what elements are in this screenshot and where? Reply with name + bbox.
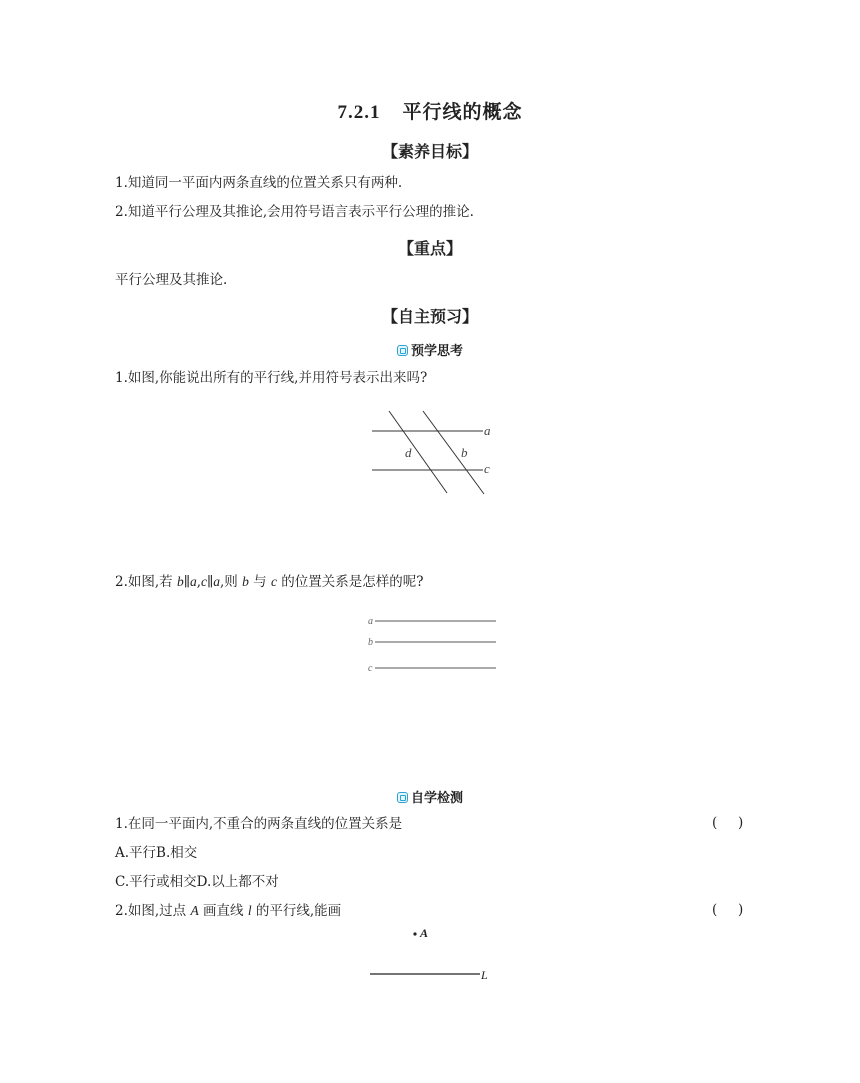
test-question-1: 1.在同一平面内,不重合的两条直线的位置关系是 (115, 816, 403, 832)
key-text: 平行公理及其推论. (115, 272, 228, 288)
test-question-2: 2.如图,过点 A 画直线 l 的平行线,能画 (115, 903, 342, 919)
option-d[interactable]: D.以上都不对 (196, 874, 279, 890)
fig3-point-a-dot (413, 932, 416, 935)
section-number: 7.2.1 (337, 102, 381, 123)
fig2-label-b: b (368, 637, 373, 648)
fig1-label-a: a (484, 423, 491, 438)
option-b[interactable]: B.相交 (156, 845, 198, 861)
fig1-label-c: c (484, 461, 490, 476)
section-title: 平行线的概念 (402, 101, 523, 123)
preview-question-2: 2.如图,若 b∥a,c∥a,则 b 与 c 的位置关系是怎样的呢? (115, 574, 424, 590)
fig3-label-a: A (420, 926, 429, 940)
fig2-label-c: c (368, 663, 373, 674)
test-q1-answer-blank[interactable]: ( ) (712, 815, 744, 831)
goals-heading: 【素养目标】 (381, 142, 478, 161)
test-q2-answer-blank[interactable]: ( ) (712, 902, 744, 918)
option-c[interactable]: C.平行或相交 (115, 874, 197, 890)
goal-item-2: 2.知道平行公理及其推论,会用符号语言表示平行公理的推论. (115, 204, 474, 220)
preview-heading: 【自主预习】 (381, 307, 478, 326)
key-heading: 【重点】 (397, 239, 462, 258)
selftest-subheading-text: 自学检测 (410, 791, 463, 806)
option-a[interactable]: A.平行 (115, 845, 157, 861)
fig1-label-b: b (461, 445, 468, 460)
goal-item-1: 1.知道同一平面内两条直线的位置关系只有两种. (115, 175, 403, 191)
preview-subheading-text: 预学思考 (410, 344, 463, 359)
preview-question-1: 1.如图,你能说出所有的平行线,并用符号表示出来吗? (115, 370, 428, 386)
fig2-label-a: a (368, 616, 373, 627)
fig1-label-d: d (405, 445, 412, 460)
fig3-label-l: L (481, 968, 488, 982)
